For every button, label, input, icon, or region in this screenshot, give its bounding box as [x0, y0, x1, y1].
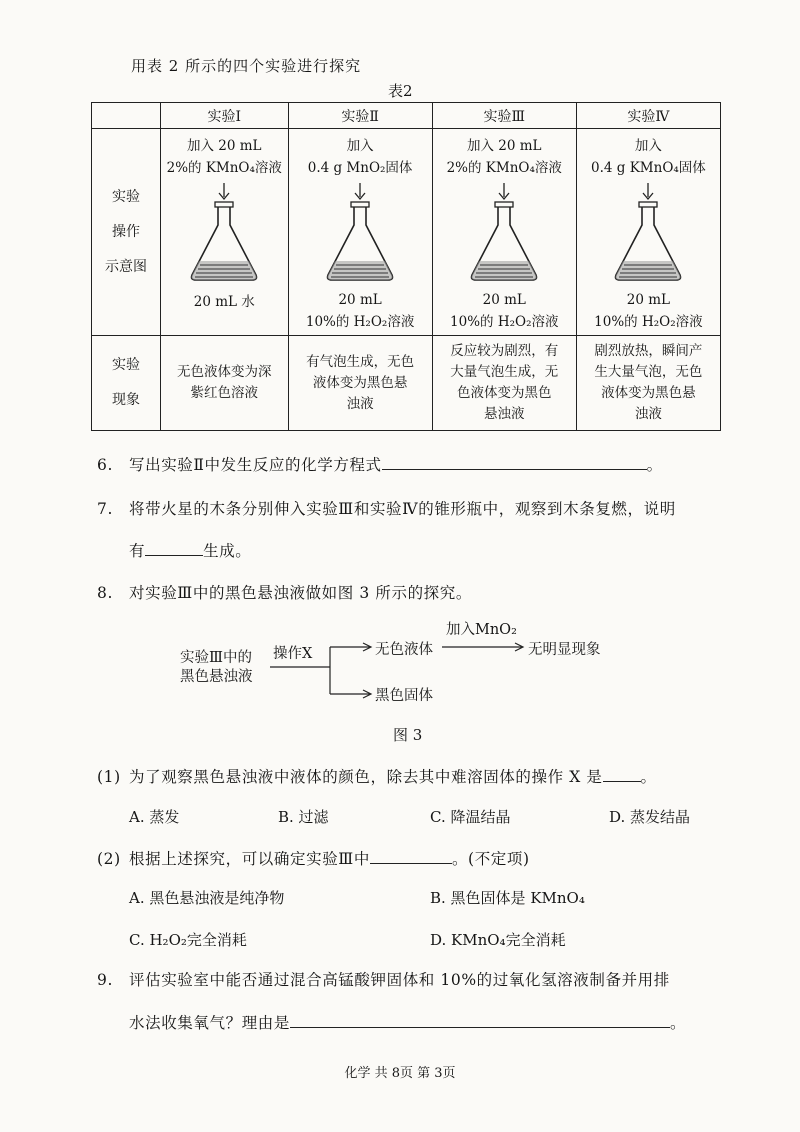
flask-icon [318, 183, 402, 283]
observation-cell-2: 有气泡生成，无色 液体变为黑色悬 浊液 [288, 336, 432, 431]
page-footer: 化学 共 8页 第 3页 [344, 1066, 456, 1081]
flask-icon [462, 183, 546, 283]
question-7-line2: 有 生成。 [129, 542, 252, 560]
answer-blank-q8-2[interactable] [370, 863, 452, 864]
header-exp2: 实验Ⅱ [288, 103, 432, 129]
figure-3-diagram [170, 612, 640, 722]
operation-cell-4: 加入 0.4 g KMnO₄固体 20 mL 10%的 H₂O₂溶液 [576, 129, 720, 336]
table-header-row [92, 103, 721, 129]
flask-icon [606, 183, 690, 283]
header-exp4: 实验Ⅳ [576, 103, 720, 129]
answer-blank-q9[interactable] [290, 1027, 670, 1028]
q8-1-option-a[interactable]: A. 蒸发 [129, 808, 180, 826]
observation-cell-3: 反应较为剧烈，有 大量气泡生成，无 色液体变为黑色 悬浊液 [432, 336, 576, 431]
flow-arrows [170, 612, 640, 722]
experiment-table [91, 102, 721, 431]
header-exp3: 实验Ⅲ [432, 103, 576, 129]
flow-start-node: 实验Ⅲ中的 黑色悬浊液 [180, 650, 253, 685]
question-8: 8. 对实验Ⅲ中的黑色悬浊液做如图 3 所示的探究。 [97, 584, 472, 602]
q8-1-option-c[interactable]: C. 降温结晶 [430, 808, 511, 826]
question-8-1: (1) 为了观察黑色悬浊液中液体的颜色，除去其中难溶固体的操作 X 是 。 [97, 768, 657, 786]
q8-2-option-a[interactable]: A. 黑色悬浊液是纯净物 [129, 889, 285, 907]
table-caption: 表2 [388, 82, 413, 100]
intro-text: 用表 2 所示的四个实验进行探究 [131, 57, 362, 75]
operation-row-label: 实验 操作 示意图 [92, 129, 161, 336]
header-blank [92, 103, 161, 129]
operation-cell-1: 加入 20 mL 2%的 KMnO₄溶液 20 mL 水 [161, 129, 289, 336]
operation-cell-2: 加入 0.4 g MnO₂固体 20 mL 10%的 H₂O₂溶液 [288, 129, 432, 336]
q8-1-option-b[interactable]: B. 过滤 [278, 808, 329, 826]
observation-row [92, 336, 721, 431]
q8-2-option-d[interactable]: D. KMnO₄完全消耗 [430, 931, 566, 949]
flow-op-label: 操作X [273, 646, 313, 662]
answer-blank-q8-1[interactable] [603, 781, 641, 782]
answer-blank-q6[interactable] [382, 469, 647, 470]
q8-2-option-c[interactable]: C. H₂O₂完全消耗 [129, 931, 247, 949]
q8-1-option-d[interactable]: D. 蒸发结晶 [609, 808, 691, 826]
header-exp1: 实验Ⅰ [161, 103, 289, 129]
observation-cell-1: 无色液体变为深 紫红色溶液 [161, 336, 289, 431]
flow-liquid-node: 无色液体 [375, 642, 433, 658]
flask-icon [182, 183, 266, 283]
operation-row [92, 129, 721, 336]
question-8-2: (2) 根据上述探究，可以确定实验Ⅲ中 。(不定项) [97, 850, 530, 868]
question-9-line2: 水法收集氧气？理由是 。 [129, 1014, 687, 1032]
question-6: 6. 写出实验Ⅱ中发生反应的化学方程式 。 [97, 456, 663, 474]
question-7: 7. 将带火星的木条分别伸入实验Ⅲ和实验Ⅳ的锥形瓶中，观察到木条复燃，说明 [97, 500, 676, 518]
flow-solid-node: 黑色固体 [375, 688, 433, 704]
operation-cell-3: 加入 20 mL 2%的 KMnO₄溶液 20 mL 10%的 H₂O₂溶液 [432, 129, 576, 336]
question-9: 9. 评估实验室中能否通过混合高锰酸钾固体和 10%的过氧化氢溶液制备并用排 [97, 971, 670, 989]
q8-2-option-b[interactable]: B. 黑色固体是 KMnO₄ [430, 889, 585, 907]
flow-add-label: 加入MnO₂ [446, 622, 517, 638]
observation-row-label: 实验 现象 [92, 336, 161, 431]
observation-cell-4: 剧烈放热，瞬间产 生大量气泡，无色 液体变为黑色悬 浊液 [576, 336, 720, 431]
answer-blank-q7[interactable] [145, 555, 203, 556]
flow-result-node: 无明显现象 [528, 642, 601, 658]
figure-3-caption: 图 3 [393, 726, 423, 744]
